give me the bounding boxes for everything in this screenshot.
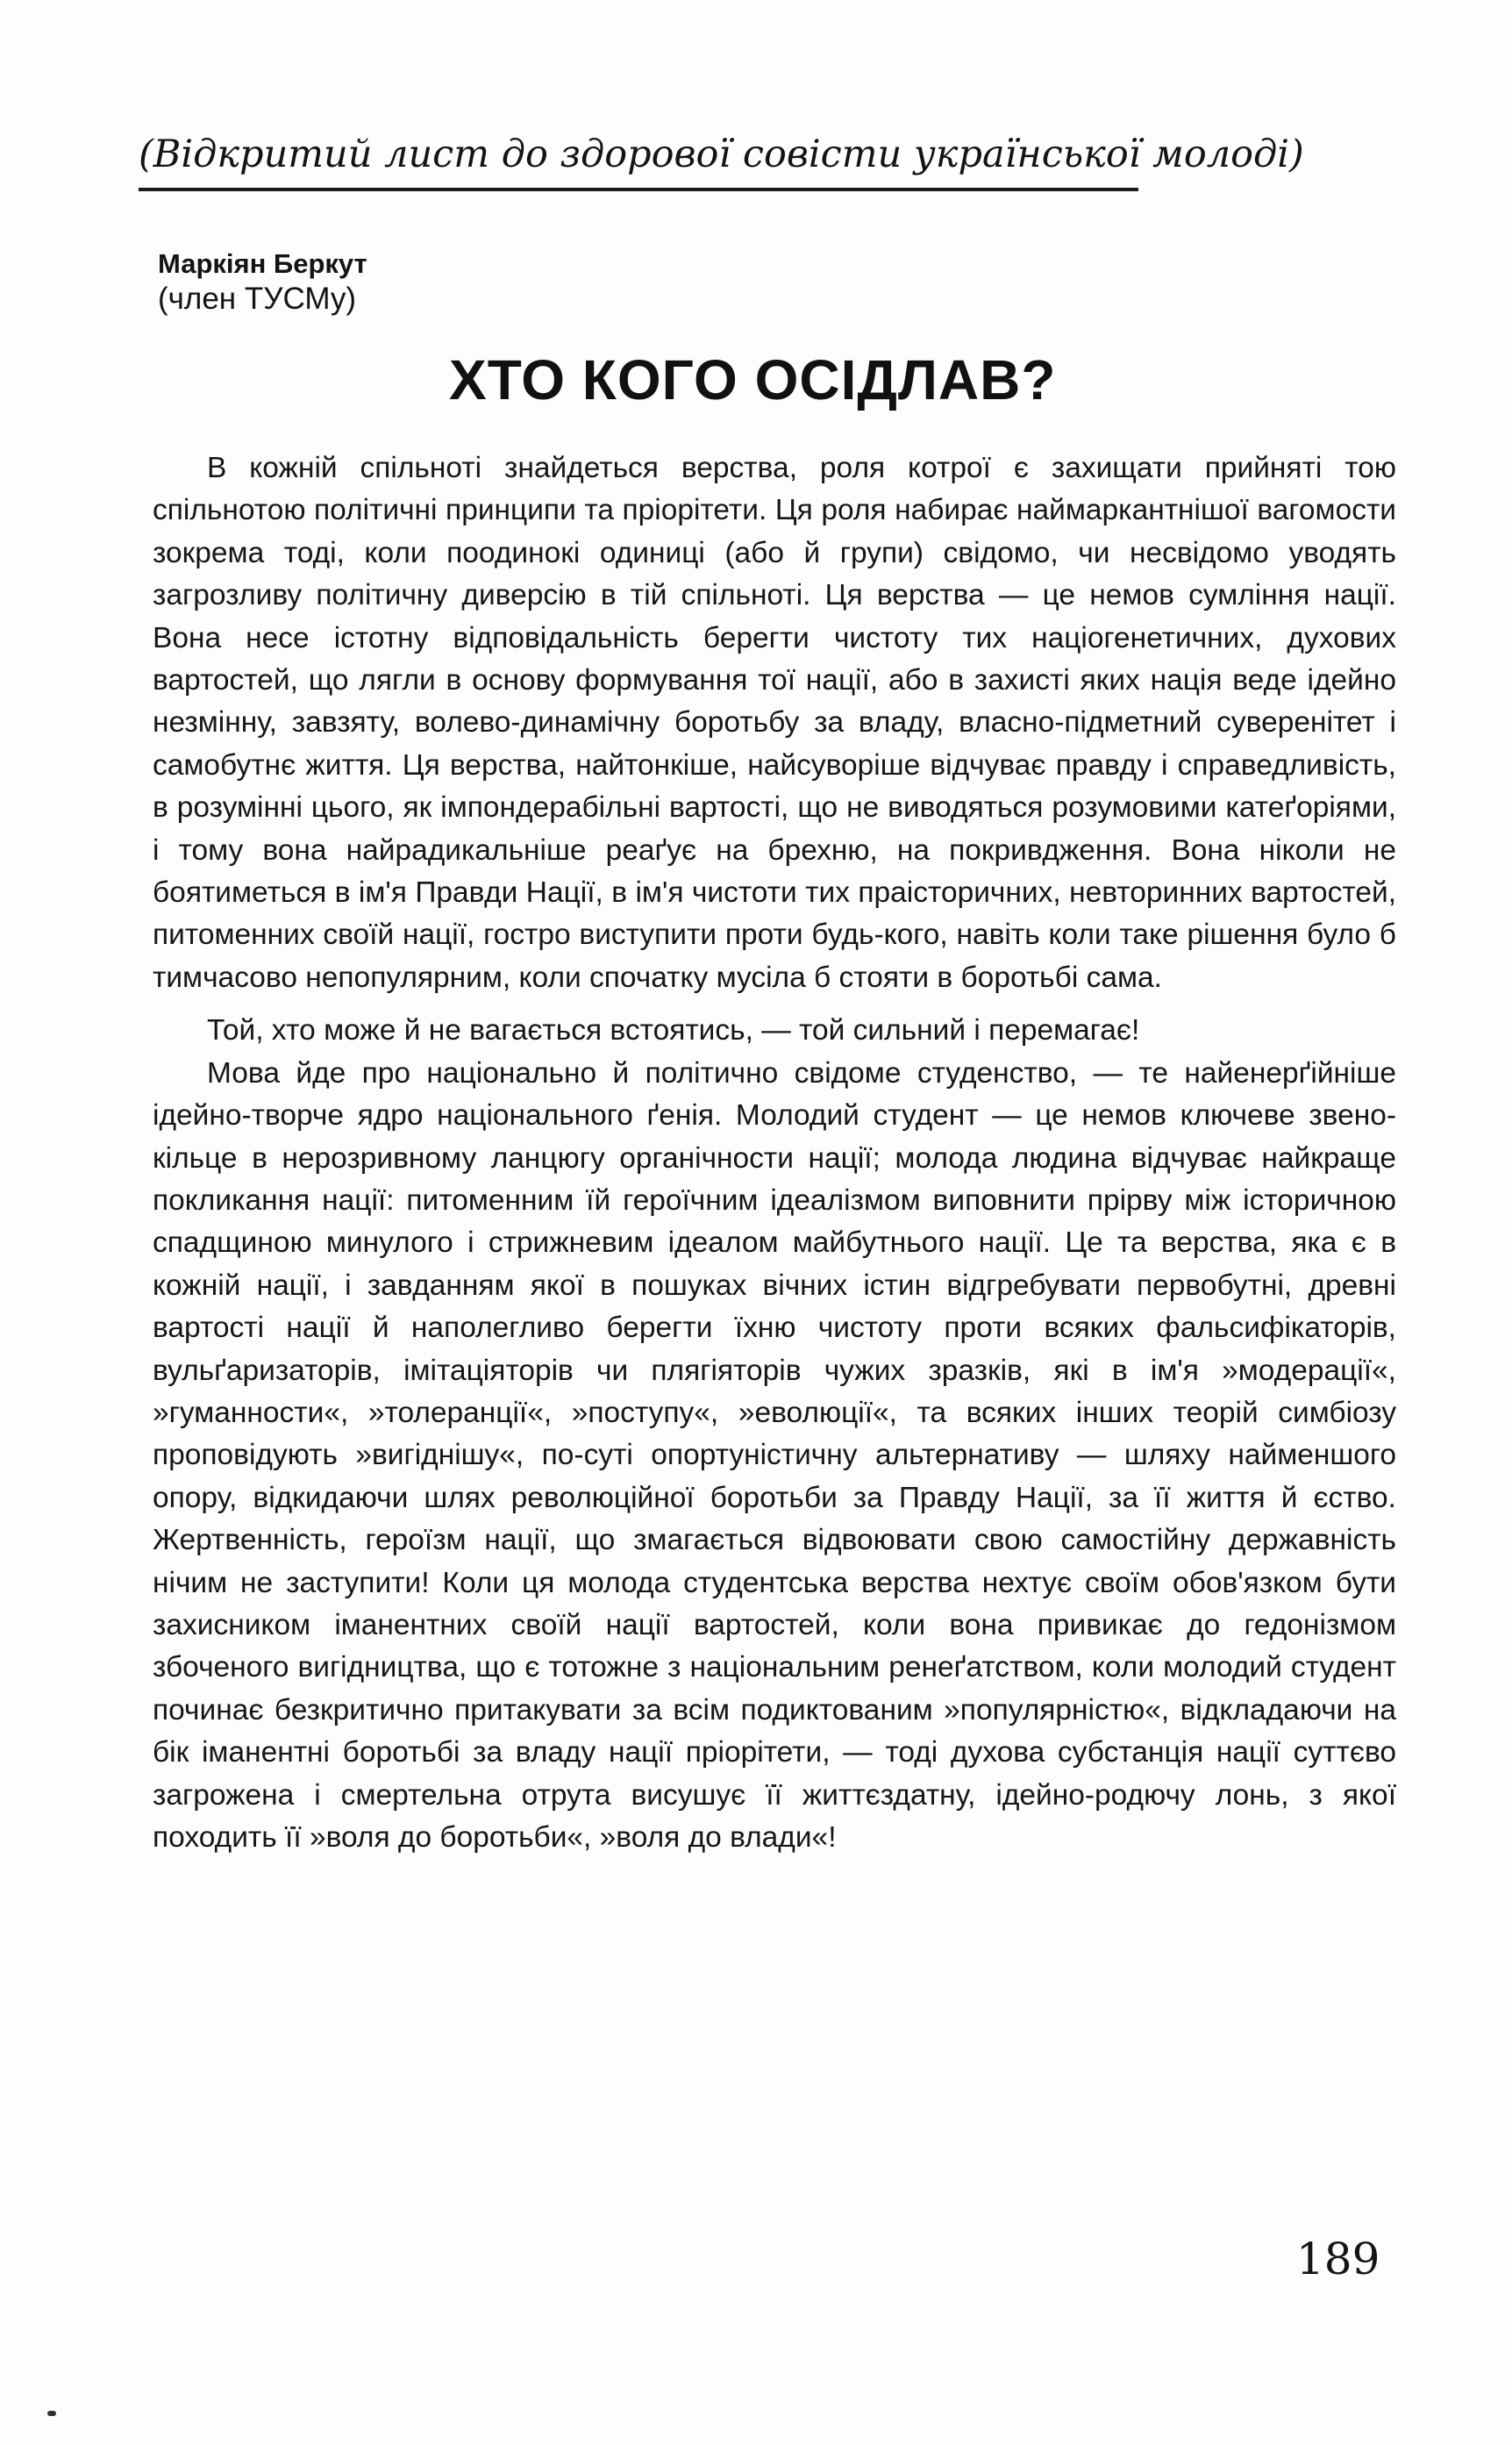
author-block bbox=[158, 247, 367, 318]
article-title: ХТО КОГО ОСІДЛАВ? bbox=[449, 347, 1057, 411]
paragraph-2: Той, хто може й не вагається встоятись, — той сильний і перемагає! bbox=[207, 1014, 1140, 1047]
paragraph-1: В кожній спільноті знайдеться верства, роля котрої є захищати прийняті тою спільнотою політичні принципи та пріорітети. Ця роля набирає наймаркантнішої вагомости зокрема тоді, коли поодинокі одиниці (або й групи) свідомо, чи несвідомо уводять загрозливу політичну диверсію в тій спільноті. Ця верства — це немов сумління нації. Вона несе істотну відповідальність берегти чистоту тих націогенетичних, духових вартостей, що лягли в основу формування тої нації, або в захисті яких нація веде ідейно незмінну, завзяту, волево-динамічну боротьбу за владу, власно-підметний суверенітет і самобутнє життя. Ця верства, найтонкіше, найсуворіше відчуває правду і справедливість, в розумінні цього, як імпондерабільні вартості, що не виводяться розумовими катеґоріями, і тому вона найрадикальніше реаґує на брехню, на покривдження. Вона ніколи не боятиметься в ім'я Правди Нації, в ім'я чистоти тих праісторичних, невторинних вартостей, питоменних своїй нації, гостро виступити проти будь-кого, навіть коли таке рішення було б тимчасово непопулярним, коли спочатку мусіла б стояти в боротьбі сама. bbox=[153, 452, 1396, 994]
page-number: 189 bbox=[1296, 2234, 1380, 2284]
article-body bbox=[153, 447, 1396, 1859]
letter-subtitle: (Відкритий лист до здорової совісти української молоді) bbox=[139, 132, 1304, 176]
author-role: (член ТУСМу) bbox=[158, 282, 357, 316]
subtitle-underline bbox=[139, 188, 1138, 191]
author-name: Маркіян Беркут bbox=[158, 248, 367, 279]
paragraph-3: Мова йде про національно й політично свідоме студенство, — те найенерґійніше ідейно-творче ядро національного ґенія. Молодий студент — це немов ключеве звено-кільце в нерозривному ланцюгу органічности нації; молода людина відчуває найкраще покликання нації: питоменним їй героїчним ідеалізмом виповнити прірву між історичною спадщиною минулого і стрижневим ідеалом майбутнього нації. Це та верства, яка є в кожній нації, і завданням якої в пошуках вічних істин відгребувати первобутні, древні вартості нації й наполегливо берегти їхню чистоту проти всяких фальсифікаторів, вульґаризаторів, імітаціяторів чи плягіяторів чужих зразків, які в ім'я »модерації«, »гуманности«, »толеранції«, »поступу«, »еволюції«, та всяких інших теорій симбіозу проповідують »вигіднішу«, по-суті опортуністичну альтернативу — шляху найменшого опору, відкидаючи шлях революційної боротьби за Правду Нації, за її життя й єство. Жертвенність, героїзм нації, що змагається відвоювати свою самостійну державність нічим не заступити! Коли ця молода студентська верства нехтує своїм обов'язком бути захисником іманентних своїй нації вартостей, коли вона привикає до гедонізмом збоченого вигідництва, що є тотожне з національним ренеґатством, коли молодий студент починає безкритично притакувати за всім подиктованим »популярністю«, відкладаючи на бік іманентні боротьбі за владу нації пріорітети, — тоді духова субстанція нації суттєво загрожена і смертельна отрута висушує її життєздатну, ідейно-родючу лонь, з якої походить її »воля до боротьби«, »воля до влади«! bbox=[153, 1056, 1396, 1854]
scan-speck bbox=[47, 2411, 56, 2416]
